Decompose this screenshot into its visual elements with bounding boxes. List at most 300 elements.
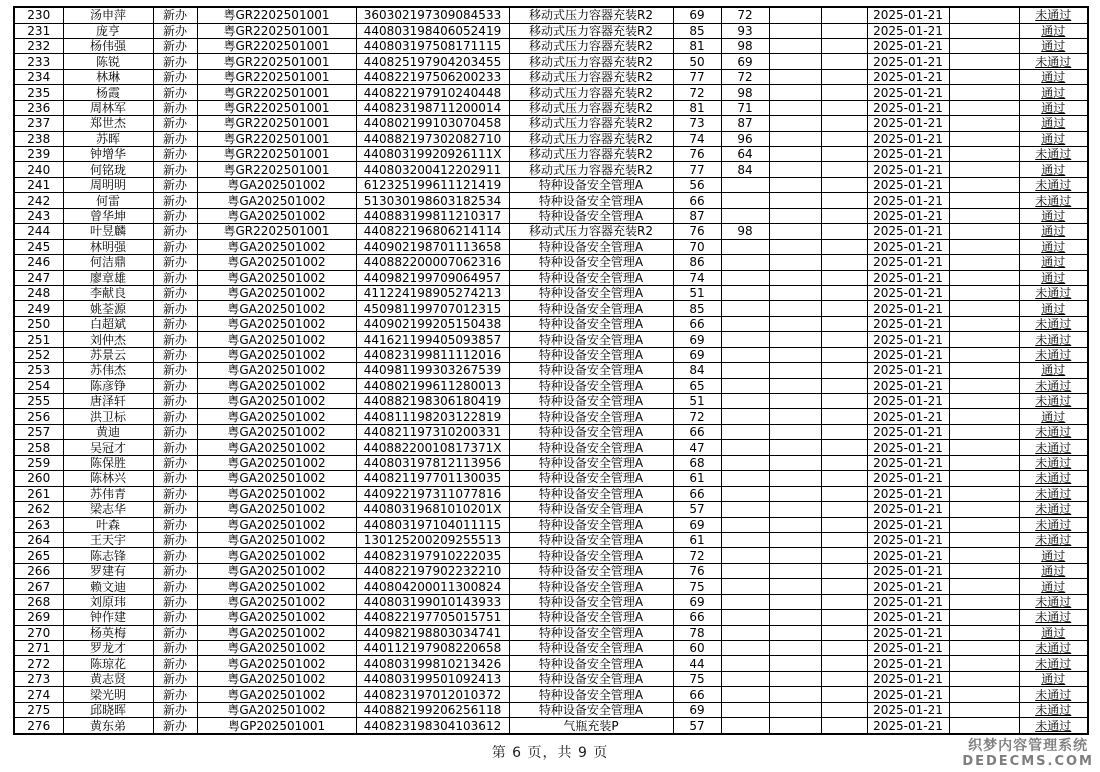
table-row — [14, 239, 1088, 254]
cell-exam_code: 粤GA202501002 — [197, 193, 356, 208]
cell-exam_date: 2025-01-21 — [867, 594, 949, 609]
cell-result: 未通过 — [1019, 517, 1088, 532]
table-row — [14, 162, 1088, 177]
dedecms-watermark — [962, 738, 1094, 770]
cell-result: 未通过 — [1019, 193, 1088, 208]
cell-score1: 47 — [673, 440, 721, 455]
cell-blank2 — [821, 100, 867, 115]
cell-exam_date: 2025-01-21 — [867, 363, 949, 378]
cell-score1: 74 — [673, 270, 721, 285]
cell-id_number: 513030198603182534 — [356, 193, 509, 208]
cell-id_number: 44080319920926111X — [356, 147, 509, 162]
cell-num: 239 — [14, 147, 63, 162]
table-row — [14, 671, 1088, 686]
cell-result: 未通过 — [1019, 471, 1088, 486]
table-row — [14, 7, 1088, 23]
cell-exam_date: 2025-01-21 — [867, 7, 949, 23]
cell-num: 243 — [14, 208, 63, 223]
cell-exam_date: 2025-01-21 — [867, 548, 949, 563]
cell-name: 庞亨 — [63, 23, 153, 38]
cell-name: 何洁鼎 — [63, 255, 153, 270]
cell-num: 238 — [14, 131, 63, 146]
cell-num: 255 — [14, 394, 63, 409]
cell-id_number: 441621199405093857 — [356, 332, 509, 347]
cell-id_number: 440803197812113956 — [356, 455, 509, 470]
table-row — [14, 579, 1088, 594]
cell-result: 通过 — [1019, 239, 1088, 254]
cell-result: 未通过 — [1019, 455, 1088, 470]
cell-exam_code: 粤GR2202501001 — [197, 147, 356, 162]
cell-score1: 57 — [673, 502, 721, 517]
cell-name: 梁志华 — [63, 502, 153, 517]
cell-result: 未通过 — [1019, 347, 1088, 362]
cell-result: 通过 — [1019, 548, 1088, 563]
cell-score1: 69 — [673, 347, 721, 362]
cell-exam_code: 粤GA202501002 — [197, 347, 356, 362]
cell-num: 272 — [14, 656, 63, 671]
cell-score1: 70 — [673, 239, 721, 254]
cell-id_number: 440882200007062316 — [356, 255, 509, 270]
cell-apply_type: 新办 — [153, 563, 197, 578]
table-row — [14, 625, 1088, 640]
cell-blank2 — [821, 208, 867, 223]
cell-qualification: 气瓶充装P — [509, 718, 673, 734]
cell-exam_date: 2025-01-21 — [867, 255, 949, 270]
cell-id_number: 130125200209255513 — [356, 532, 509, 547]
table-row — [14, 116, 1088, 131]
cell-qualification: 移动式压力容器充装R2 — [509, 23, 673, 38]
cell-score2 — [721, 641, 769, 656]
cell-score2: 98 — [721, 85, 769, 100]
cell-num: 253 — [14, 363, 63, 378]
cell-exam_date: 2025-01-21 — [867, 239, 949, 254]
cell-exam_code: 粤GR2202501001 — [197, 100, 356, 115]
cell-score2 — [721, 687, 769, 702]
cell-blank3 — [949, 702, 1019, 717]
cell-blank1 — [769, 224, 821, 239]
cell-id_number: 440803200412202911 — [356, 162, 509, 177]
cell-score2: 84 — [721, 162, 769, 177]
cell-qualification: 特种设备安全管理A — [509, 332, 673, 347]
cell-apply_type: 新办 — [153, 85, 197, 100]
cell-exam_code: 粤GA202501002 — [197, 316, 356, 331]
cell-exam_date: 2025-01-21 — [867, 301, 949, 316]
cell-num: 242 — [14, 193, 63, 208]
cell-blank1 — [769, 394, 821, 409]
cell-exam_code: 粤GA202501002 — [197, 378, 356, 393]
cell-score2 — [721, 409, 769, 424]
cell-blank2 — [821, 671, 867, 686]
cell-name: 何铭珑 — [63, 162, 153, 177]
cell-exam_code: 粤GA202501002 — [197, 255, 356, 270]
cell-exam_date: 2025-01-21 — [867, 563, 949, 578]
table-row — [14, 301, 1088, 316]
cell-score1: 85 — [673, 23, 721, 38]
cell-result: 未通过 — [1019, 532, 1088, 547]
cell-name: 刘仲杰 — [63, 332, 153, 347]
cell-exam_date: 2025-01-21 — [867, 579, 949, 594]
cell-qualification: 特种设备安全管理A — [509, 177, 673, 192]
cell-name: 杨英梅 — [63, 625, 153, 640]
cell-score1: 66 — [673, 424, 721, 439]
table-row — [14, 532, 1088, 547]
cell-exam_date: 2025-01-21 — [867, 23, 949, 38]
cell-exam_code: 粤GR2202501001 — [197, 131, 356, 146]
cell-id_number: 440822196806214114 — [356, 224, 509, 239]
cell-blank1 — [769, 471, 821, 486]
cell-blank1 — [769, 54, 821, 69]
cell-apply_type: 新办 — [153, 162, 197, 177]
cell-apply_type: 新办 — [153, 687, 197, 702]
cell-exam_code: 粤GA202501002 — [197, 579, 356, 594]
cell-score2 — [721, 239, 769, 254]
cell-blank1 — [769, 455, 821, 470]
cell-name: 王天宇 — [63, 532, 153, 547]
cell-blank1 — [769, 285, 821, 300]
table-row — [14, 54, 1088, 69]
cell-blank3 — [949, 486, 1019, 501]
cell-qualification: 特种设备安全管理A — [509, 455, 673, 470]
cell-qualification: 特种设备安全管理A — [509, 316, 673, 331]
cell-qualification: 移动式压力容器充装R2 — [509, 7, 673, 23]
cell-apply_type: 新办 — [153, 239, 197, 254]
cell-qualification: 特种设备安全管理A — [509, 363, 673, 378]
cell-qualification: 特种设备安全管理A — [509, 193, 673, 208]
cell-score2 — [721, 455, 769, 470]
table-row — [14, 610, 1088, 625]
cell-apply_type: 新办 — [153, 471, 197, 486]
cell-exam_date: 2025-01-21 — [867, 409, 949, 424]
table-row — [14, 440, 1088, 455]
cell-name: 汤申萍 — [63, 7, 153, 23]
cell-exam_code: 粤GA202501002 — [197, 656, 356, 671]
cell-num: 252 — [14, 347, 63, 362]
cell-result: 未通过 — [1019, 332, 1088, 347]
cell-name: 周明明 — [63, 177, 153, 192]
cell-result: 未通过 — [1019, 502, 1088, 517]
cell-exam_date: 2025-01-21 — [867, 656, 949, 671]
cell-score2 — [721, 625, 769, 640]
cell-exam_code: 粤GA202501002 — [197, 455, 356, 470]
cell-blank1 — [769, 162, 821, 177]
cell-apply_type: 新办 — [153, 131, 197, 146]
cell-exam_code: 粤GR2202501001 — [197, 38, 356, 53]
cell-qualification: 特种设备安全管理A — [509, 394, 673, 409]
cell-blank3 — [949, 455, 1019, 470]
cell-apply_type: 新办 — [153, 671, 197, 686]
cell-blank2 — [821, 656, 867, 671]
cell-blank1 — [769, 363, 821, 378]
cell-score1: 66 — [673, 486, 721, 501]
cell-id_number: 440802199611280013 — [356, 378, 509, 393]
cell-blank2 — [821, 177, 867, 192]
cell-apply_type: 新办 — [153, 394, 197, 409]
cell-exam_code: 粤GR2202501001 — [197, 54, 356, 69]
cell-score1: 69 — [673, 517, 721, 532]
cell-exam_code: 粤GA202501002 — [197, 409, 356, 424]
cell-name: 苏晖 — [63, 131, 153, 146]
cell-apply_type: 新办 — [153, 332, 197, 347]
cell-result: 未通过 — [1019, 177, 1088, 192]
table-row — [14, 455, 1088, 470]
cell-result: 通过 — [1019, 255, 1088, 270]
cell-result: 通过 — [1019, 100, 1088, 115]
cell-score2 — [721, 332, 769, 347]
cell-id_number: 440112197908220658 — [356, 641, 509, 656]
cell-blank3 — [949, 594, 1019, 609]
cell-qualification: 特种设备安全管理A — [509, 702, 673, 717]
cell-name: 黄迪 — [63, 424, 153, 439]
cell-score2 — [721, 610, 769, 625]
table-row — [14, 702, 1088, 717]
cell-blank1 — [769, 347, 821, 362]
cell-score2 — [721, 579, 769, 594]
cell-blank1 — [769, 718, 821, 734]
cell-exam_date: 2025-01-21 — [867, 270, 949, 285]
cell-num: 264 — [14, 532, 63, 547]
cell-qualification: 特种设备安全管理A — [509, 548, 673, 563]
cell-blank3 — [949, 424, 1019, 439]
cell-score1: 69 — [673, 332, 721, 347]
cell-apply_type: 新办 — [153, 579, 197, 594]
cell-exam_date: 2025-01-21 — [867, 517, 949, 532]
cell-blank2 — [821, 702, 867, 717]
cell-name: 陈志锋 — [63, 548, 153, 563]
cell-blank1 — [769, 147, 821, 162]
cell-exam_date: 2025-01-21 — [867, 285, 949, 300]
cell-name: 林琳 — [63, 69, 153, 84]
cell-num: 273 — [14, 671, 63, 686]
cell-qualification: 特种设备安全管理A — [509, 610, 673, 625]
cell-exam_code: 粤GR2202501001 — [197, 224, 356, 239]
cell-blank2 — [821, 193, 867, 208]
cell-result: 未通过 — [1019, 718, 1088, 734]
cell-apply_type: 新办 — [153, 301, 197, 316]
cell-name: 周林军 — [63, 100, 153, 115]
cell-blank3 — [949, 563, 1019, 578]
cell-apply_type: 新办 — [153, 718, 197, 734]
cell-id_number: 440882197302082710 — [356, 131, 509, 146]
cell-score1: 51 — [673, 285, 721, 300]
cell-apply_type: 新办 — [153, 594, 197, 609]
cell-name: 苏景云 — [63, 347, 153, 362]
cell-result: 通过 — [1019, 208, 1088, 223]
cell-blank2 — [821, 440, 867, 455]
cell-id_number: 612325199611121419 — [356, 177, 509, 192]
cell-blank3 — [949, 255, 1019, 270]
cell-exam_date: 2025-01-21 — [867, 532, 949, 547]
cell-exam_date: 2025-01-21 — [867, 193, 949, 208]
cell-blank1 — [769, 116, 821, 131]
cell-exam_date: 2025-01-21 — [867, 316, 949, 331]
cell-blank1 — [769, 85, 821, 100]
cell-exam_code: 粤GA202501002 — [197, 548, 356, 563]
cell-score2 — [721, 671, 769, 686]
cell-blank2 — [821, 23, 867, 38]
cell-score2 — [721, 532, 769, 547]
cell-blank2 — [821, 332, 867, 347]
cell-qualification: 特种设备安全管理A — [509, 301, 673, 316]
cell-result: 通过 — [1019, 38, 1088, 53]
cell-name: 林明强 — [63, 239, 153, 254]
cell-qualification: 特种设备安全管理A — [509, 532, 673, 547]
cell-blank2 — [821, 579, 867, 594]
cell-exam_code: 粤GA202501002 — [197, 671, 356, 686]
cell-blank3 — [949, 378, 1019, 393]
cell-name: 洪卫标 — [63, 409, 153, 424]
cell-exam_date: 2025-01-21 — [867, 625, 949, 640]
cell-score2: 64 — [721, 147, 769, 162]
cell-exam_code: 粤GA202501002 — [197, 239, 356, 254]
cell-score2: 71 — [721, 100, 769, 115]
cell-blank2 — [821, 532, 867, 547]
cell-id_number: 440822197910240448 — [356, 85, 509, 100]
cell-apply_type: 新办 — [153, 347, 197, 362]
cell-score1: 81 — [673, 100, 721, 115]
cell-name: 吴冠才 — [63, 440, 153, 455]
cell-blank2 — [821, 162, 867, 177]
cell-blank2 — [821, 116, 867, 131]
cell-exam_date: 2025-01-21 — [867, 208, 949, 223]
cell-qualification: 特种设备安全管理A — [509, 486, 673, 501]
cell-name: 刘原玮 — [63, 594, 153, 609]
cell-num: 250 — [14, 316, 63, 331]
cell-blank2 — [821, 378, 867, 393]
cell-num: 237 — [14, 116, 63, 131]
cell-qualification: 特种设备安全管理A — [509, 440, 673, 455]
cell-score2: 69 — [721, 54, 769, 69]
cell-num: 260 — [14, 471, 63, 486]
cell-blank3 — [949, 162, 1019, 177]
cell-exam_code: 粤GA202501002 — [197, 517, 356, 532]
cell-name: 黄东弟 — [63, 718, 153, 734]
cell-blank3 — [949, 147, 1019, 162]
cell-exam_date: 2025-01-21 — [867, 162, 949, 177]
cell-qualification: 移动式压力容器充装R2 — [509, 116, 673, 131]
cell-score2: 93 — [721, 23, 769, 38]
cell-apply_type: 新办 — [153, 54, 197, 69]
cell-blank3 — [949, 656, 1019, 671]
cell-exam_date: 2025-01-21 — [867, 116, 949, 131]
cell-blank3 — [949, 517, 1019, 532]
cell-blank3 — [949, 224, 1019, 239]
cell-exam_code: 粤GA202501002 — [197, 363, 356, 378]
cell-id_number: 44080319681010201X — [356, 502, 509, 517]
cell-score2 — [721, 563, 769, 578]
cell-blank1 — [769, 424, 821, 439]
cell-exam_date: 2025-01-21 — [867, 100, 949, 115]
cell-num: 247 — [14, 270, 63, 285]
cell-blank1 — [769, 239, 821, 254]
cell-score2 — [721, 347, 769, 362]
cell-blank3 — [949, 471, 1019, 486]
cell-result: 未通过 — [1019, 54, 1088, 69]
cell-exam_date: 2025-01-21 — [867, 224, 949, 239]
cell-apply_type: 新办 — [153, 100, 197, 115]
cell-score2 — [721, 424, 769, 439]
cell-result: 通过 — [1019, 625, 1088, 640]
cell-id_number: 440803199010143933 — [356, 594, 509, 609]
cell-blank3 — [949, 579, 1019, 594]
cell-blank1 — [769, 532, 821, 547]
cell-exam_date: 2025-01-21 — [867, 424, 949, 439]
cell-apply_type: 新办 — [153, 486, 197, 501]
cell-score1: 60 — [673, 641, 721, 656]
cell-exam_date: 2025-01-21 — [867, 394, 949, 409]
cell-name: 唐泽轩 — [63, 394, 153, 409]
cell-score2 — [721, 394, 769, 409]
cell-result: 未通过 — [1019, 285, 1088, 300]
exam-results-table — [13, 6, 1089, 735]
cell-id_number: 440803197508171115 — [356, 38, 509, 53]
cell-name: 李献良 — [63, 285, 153, 300]
cell-id_number: 440982199709064957 — [356, 270, 509, 285]
cell-exam_code: 粤GR2202501001 — [197, 7, 356, 23]
cell-num: 232 — [14, 38, 63, 53]
cell-blank3 — [949, 239, 1019, 254]
cell-name: 赖文迪 — [63, 579, 153, 594]
cell-name: 黄志贤 — [63, 671, 153, 686]
cell-score1: 51 — [673, 394, 721, 409]
cell-num: 265 — [14, 548, 63, 563]
cell-apply_type: 新办 — [153, 116, 197, 131]
cell-blank2 — [821, 131, 867, 146]
cell-blank3 — [949, 100, 1019, 115]
cell-num: 248 — [14, 285, 63, 300]
cell-score2 — [721, 440, 769, 455]
cell-blank1 — [769, 702, 821, 717]
cell-blank2 — [821, 563, 867, 578]
cell-num: 269 — [14, 610, 63, 625]
cell-result: 通过 — [1019, 301, 1088, 316]
cell-num: 246 — [14, 255, 63, 270]
cell-exam_code: 粤GA202501002 — [197, 440, 356, 455]
cell-id_number: 440803198406052419 — [356, 23, 509, 38]
cell-qualification: 移动式压力容器充装R2 — [509, 85, 673, 100]
cell-blank3 — [949, 502, 1019, 517]
table-row — [14, 85, 1088, 100]
cell-exam_code: 粤GA202501002 — [197, 208, 356, 223]
cell-exam_code: 粤GA202501002 — [197, 687, 356, 702]
cell-id_number: 440883199811210317 — [356, 208, 509, 223]
cell-blank3 — [949, 347, 1019, 362]
cell-blank3 — [949, 641, 1019, 656]
cell-apply_type: 新办 — [153, 625, 197, 640]
table-row — [14, 38, 1088, 53]
cell-exam_code: 粤GA202501002 — [197, 610, 356, 625]
cell-blank2 — [821, 394, 867, 409]
cell-result: 通过 — [1019, 131, 1088, 146]
cell-blank2 — [821, 285, 867, 300]
cell-exam_date: 2025-01-21 — [867, 610, 949, 625]
cell-score2: 72 — [721, 7, 769, 23]
cell-score2 — [721, 486, 769, 501]
cell-score2 — [721, 208, 769, 223]
cell-blank1 — [769, 255, 821, 270]
cell-result: 未通过 — [1019, 687, 1088, 702]
cell-score1: 61 — [673, 532, 721, 547]
cell-apply_type: 新办 — [153, 409, 197, 424]
cell-blank2 — [821, 486, 867, 501]
cell-blank1 — [769, 378, 821, 393]
cell-qualification: 特种设备安全管理A — [509, 409, 673, 424]
cell-exam_date: 2025-01-21 — [867, 440, 949, 455]
cell-blank2 — [821, 409, 867, 424]
cell-apply_type: 新办 — [153, 378, 197, 393]
cell-id_number: 44088220010817371X — [356, 440, 509, 455]
cell-blank2 — [821, 502, 867, 517]
cell-exam_date: 2025-01-21 — [867, 486, 949, 501]
